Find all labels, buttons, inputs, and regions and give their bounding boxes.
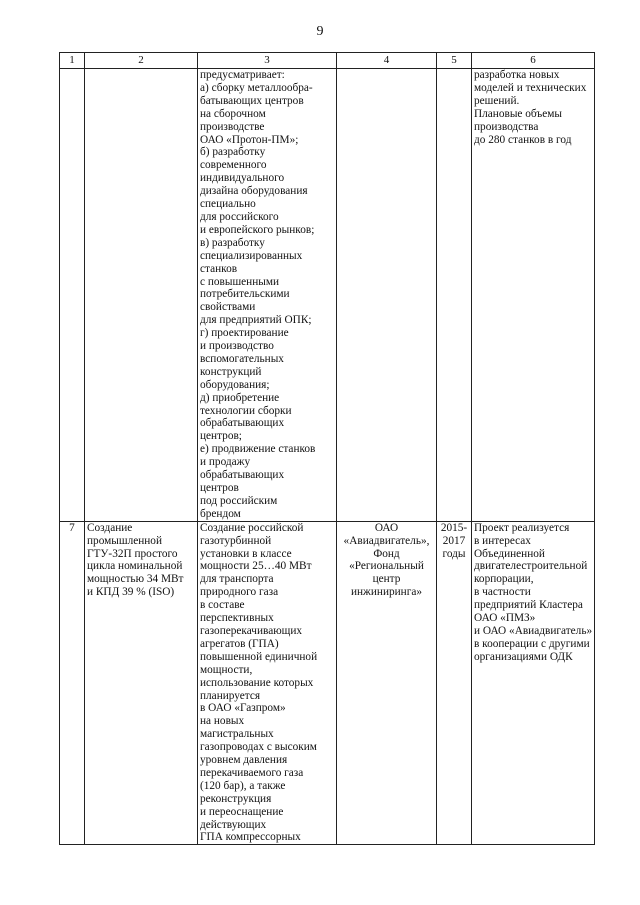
row-number-cell <box>60 69 85 522</box>
cell-text-line: Создание <box>87 521 133 534</box>
cell-text-line: технологии сборки <box>200 404 292 417</box>
cell-text-line: специально <box>200 198 256 211</box>
cell-text-line: специализированных <box>200 249 303 262</box>
cell-text-line: современного <box>200 159 267 172</box>
cell-text-line: в ОАО «Газпром» <box>200 702 286 715</box>
cell-text-line: оборудования; <box>200 378 270 391</box>
participants-cell <box>337 521 437 845</box>
cell-text-line: перспективных <box>200 612 274 625</box>
period-cell <box>437 69 472 522</box>
cell-text-line: перекачиваемого газа <box>200 766 304 779</box>
project-description-cell <box>198 69 337 522</box>
cell-text-line: в кооперации с другими <box>474 637 590 650</box>
cell-text-line: решений. <box>474 94 520 107</box>
cell-text-line: разработка новых <box>474 69 560 81</box>
participants-cell <box>337 69 437 522</box>
cell-text-line: двигателестроительной <box>474 560 588 573</box>
cell-text-line: под российским <box>200 494 278 507</box>
cell-text-line: ОАО «ПМЗ» <box>474 612 536 625</box>
column-number-5: 5 <box>437 53 472 69</box>
cell-text-line: вспомогательных <box>200 352 284 365</box>
project-name-cell <box>85 521 198 845</box>
cell-text-line: использование которых <box>200 676 314 689</box>
cell-text-line: 2015- <box>440 521 468 534</box>
period-cell <box>437 521 472 845</box>
cell-text-line: центров; <box>200 430 242 443</box>
cell-text-line: и производство <box>200 340 274 353</box>
cell-text-line: и продажу <box>200 456 251 469</box>
cell-text-line: в) разработку <box>200 236 265 249</box>
cell-text-line: установки в классе <box>200 547 292 560</box>
column-number-6: 6 <box>472 53 595 69</box>
cell-text-line: обрабатывающих <box>200 469 285 482</box>
cell-text-line: для транспорта <box>200 573 274 586</box>
column-number-3: 3 <box>198 53 337 69</box>
table-header-row <box>60 53 595 69</box>
cell-text-line: б) разработку <box>200 146 266 159</box>
cell-text-line: дизайна оборудования <box>200 185 308 198</box>
cell-text-line: «Авиадвигатель», <box>343 534 430 547</box>
cell-text-line: планируется <box>200 689 261 702</box>
cell-text-line: годы <box>442 547 466 560</box>
cell-text-line: корпорации, <box>474 573 534 586</box>
notes-cell <box>472 69 595 522</box>
cell-text-line: производства <box>474 120 539 133</box>
cell-text-line: брендом <box>200 507 241 520</box>
cell-text-line: с повышенными <box>200 275 280 288</box>
row-number-cell: 7 <box>60 521 85 845</box>
cell-text-line: и ОАО «Авиадвигатель» <box>474 624 593 637</box>
cell-text-line: и переоснащение <box>200 805 284 818</box>
projects-table <box>59 52 595 845</box>
column-number-1: 1 <box>60 53 85 69</box>
column-number-4: 4 <box>337 53 437 69</box>
cell-text-line: Фонд <box>373 547 400 560</box>
cell-text-line: на новых <box>200 715 245 728</box>
cell-text-line: батывающих центров <box>200 94 304 107</box>
cell-text-line: природного газа <box>200 586 279 599</box>
cell-text-line: мощности 25…40 МВт <box>200 560 312 573</box>
cell-text-line: центр <box>372 573 401 586</box>
cell-text-line: газопроводах с высоким <box>200 741 317 754</box>
cell-text-line: центров <box>200 482 239 494</box>
cell-text-line: е) продвижение станков <box>200 443 316 456</box>
cell-text-line: агрегатов (ГПА) <box>200 637 279 650</box>
table-row <box>60 69 595 522</box>
cell-text-line: д) приобретение <box>200 391 280 404</box>
project-name-cell <box>85 69 198 522</box>
cell-text-line: обрабатывающих <box>200 417 285 430</box>
cell-text-line: мощности, <box>200 663 253 676</box>
cell-text-line: реконструкция <box>200 792 272 805</box>
cell-text-line: ГТУ-32П простого <box>87 547 178 560</box>
cell-text-line: предприятий Кластера <box>474 599 583 612</box>
cell-text-line: Проект реализуется <box>474 521 570 534</box>
cell-text-line: на сборочном <box>200 107 266 120</box>
cell-text-line: цикла номинальной <box>87 560 183 573</box>
project-description-cell <box>198 521 337 845</box>
cell-text-line: Создание российской <box>200 521 304 534</box>
cell-text-line: ОАО «Протон-ПМ»; <box>200 133 299 146</box>
cell-text-line: ГПА компрессорных <box>200 831 301 844</box>
page-number: 9 <box>316 24 324 39</box>
cell-text-line: индивидуального <box>200 172 285 185</box>
cell-text-line: «Региональный <box>349 560 424 573</box>
cell-text-line: в интересах <box>474 534 531 547</box>
cell-text-line: мощностью 34 МВт <box>87 573 184 586</box>
cell-text-line: для российского <box>200 210 279 223</box>
cell-text-line: до 280 станков в год <box>474 133 572 146</box>
cell-text-line: газоперекачивающих <box>200 624 303 637</box>
cell-text-line: в частности <box>474 586 531 599</box>
cell-text-line: Объединенной <box>474 547 545 560</box>
cell-text-line: предусматривает: <box>200 69 285 81</box>
cell-text-line: промышленной <box>87 534 163 547</box>
cell-text-line: повышенной единичной <box>200 650 318 663</box>
cell-text-line: действующих <box>200 818 267 831</box>
cell-text-line: потребительскими <box>200 288 290 301</box>
cell-text-line: для предприятий ОПК; <box>200 314 312 327</box>
cell-text-line: конструкций <box>200 365 262 378</box>
cell-text-line: производстве <box>200 120 265 133</box>
cell-text-line: Плановые объемы <box>474 107 562 120</box>
cell-text-line: организациями ОДК <box>474 650 573 663</box>
cell-text-line: свойствами <box>200 301 256 314</box>
cell-text-line: г) проектирование <box>200 327 289 340</box>
cell-text-line: и европейского рынков; <box>200 223 315 236</box>
cell-text-line: а) сборку металлообра- <box>200 81 313 94</box>
cell-text-line: станков <box>200 262 238 275</box>
table-row <box>60 521 595 845</box>
cell-text-line: инжиниринга» <box>350 586 423 599</box>
notes-cell <box>472 521 595 845</box>
cell-text-line: ОАО <box>374 521 399 534</box>
cell-text-line: и КПД 39 % (ISO) <box>87 586 175 599</box>
cell-text-line: уровнем давления <box>200 754 288 767</box>
cell-text-line: (120 бар), а также <box>200 779 286 792</box>
column-number-2: 2 <box>85 53 198 69</box>
cell-text-line: газотурбинной <box>200 534 272 547</box>
cell-text-line: в составе <box>200 599 245 612</box>
cell-text-line: магистральных <box>200 728 274 741</box>
cell-text-line: моделей и технических <box>474 81 587 94</box>
cell-text-line: 2017 <box>442 534 466 547</box>
